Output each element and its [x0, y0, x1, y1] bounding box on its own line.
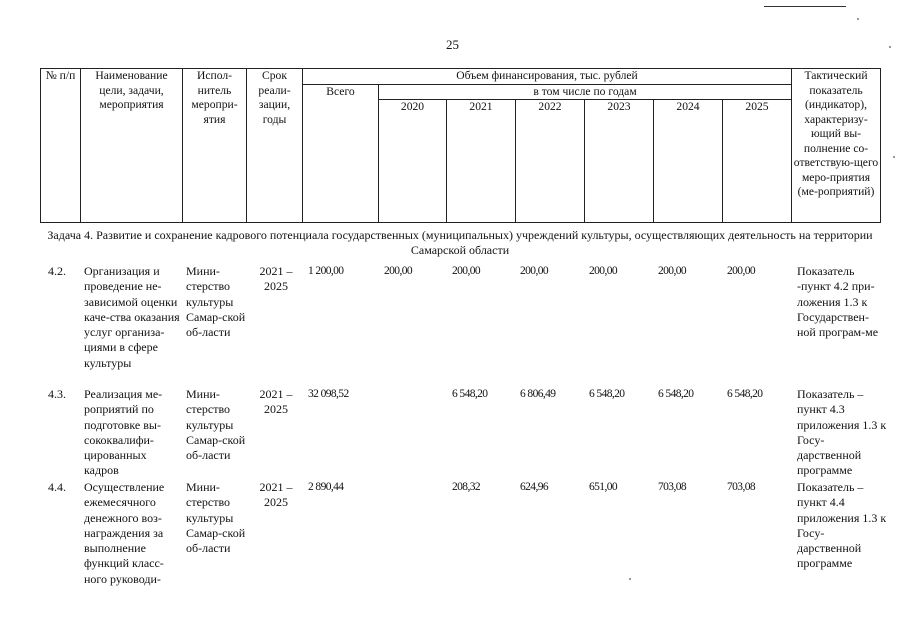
- amount-2023: 200,00: [589, 265, 618, 277]
- amount-2024: 703,08: [658, 481, 687, 493]
- page-number: 25: [446, 37, 459, 52]
- header-executor: Испол-нитель меропри-ятия: [183, 69, 247, 223]
- header-indicator: Тактический показатель (индикатор), характеризу-ющий вы-полнение со-ответствую-щего меро-приятия (ме-роприятий): [792, 69, 881, 223]
- amount-2025: 200,00: [727, 265, 756, 277]
- amount-2020: 200,00: [384, 265, 413, 277]
- amount-2021: 208,32: [452, 481, 481, 493]
- measure-name: Реализация ме-роприятий по подготовке вы-сококвалифи-цированных кадров: [84, 387, 163, 478]
- amount-2022: 200,00: [520, 265, 549, 277]
- amount-2025: 703,08: [727, 481, 756, 493]
- total-amount: 32 098,52: [308, 388, 349, 400]
- indicator: Показатель – пункт 4.4 приложения 1.3 к Госу-дарственной программе: [797, 480, 887, 571]
- scan-speck: [629, 578, 631, 580]
- amount-2023: 651,00: [589, 481, 618, 493]
- amount-2022: 624,96: [520, 481, 549, 493]
- total-amount: 1 200,00: [308, 265, 344, 277]
- row-number: 4.3.: [48, 387, 66, 401]
- amount-2023: 6 548,20: [589, 388, 625, 400]
- measure-name: Осуществление ежемесячного денежного воз-награждения за выполнение функций класс-ного руководи-: [84, 480, 165, 586]
- funding-table-header: [40, 68, 881, 223]
- task-title: Задача 4. Развитие и сохранение кадрового потенциала государственных (муниципальных) учреждений культуры, осуществляющих деятельность на территории Самарской области: [47, 228, 873, 257]
- amount-2021: 6 548,20: [452, 388, 488, 400]
- header-year-2024: 2024: [654, 100, 723, 223]
- header-year-2023: 2023: [585, 100, 654, 223]
- header-year-2025: 2025: [723, 100, 792, 223]
- executor: Мини-стерство культуры Самар-ской об-ласти: [186, 387, 246, 463]
- term: 2021 – 2025: [259, 264, 293, 294]
- amount-2025: 6 548,20: [727, 388, 763, 400]
- amount-2021: 200,00: [452, 265, 481, 277]
- term: 2021 – 2025: [259, 480, 293, 510]
- header-term: Срок реали-зации, годы: [247, 69, 303, 223]
- scan-speck: [857, 18, 859, 20]
- scan-speck: [893, 156, 895, 158]
- row-number: 4.4.: [48, 480, 66, 494]
- header-year-2020: 2020: [379, 100, 447, 223]
- term: 2021 – 2025: [259, 387, 293, 417]
- header-total: Всего: [303, 84, 379, 223]
- indicator: Показатель -пункт 4.2 при-ложения 1.3 к Государствен-ной програм-ме: [797, 264, 879, 340]
- amount-2024: 6 548,20: [658, 388, 694, 400]
- indicator: Показатель – пункт 4.3 приложения 1.3 к Госу-дарственной программе: [797, 387, 887, 478]
- header-year-2022: 2022: [516, 100, 585, 223]
- amount-2024: 200,00: [658, 265, 687, 277]
- top-rule-line: [764, 6, 846, 7]
- header-by-years: в том числе по годам: [379, 84, 792, 100]
- executor: Мини-стерство культуры Самар-ской об-ласти: [186, 480, 246, 556]
- header-year-2021: 2021: [447, 100, 516, 223]
- amount-2022: 6 806,49: [520, 388, 556, 400]
- row-number: 4.2.: [48, 264, 66, 278]
- header-funding: Объем финансирования, тыс. рублей: [303, 69, 792, 85]
- header-name: Наименование цели, задачи, мероприятия: [81, 69, 183, 223]
- header-number: № п/п: [41, 69, 81, 223]
- executor: Мини-стерство культуры Самар-ской об-ласти: [186, 264, 246, 340]
- total-amount: 2 890,44: [308, 481, 344, 493]
- measure-name: Организация и проведение не-зависимой оценки каче-ства оказания услуг организа-циями в сфере культуры: [84, 264, 180, 370]
